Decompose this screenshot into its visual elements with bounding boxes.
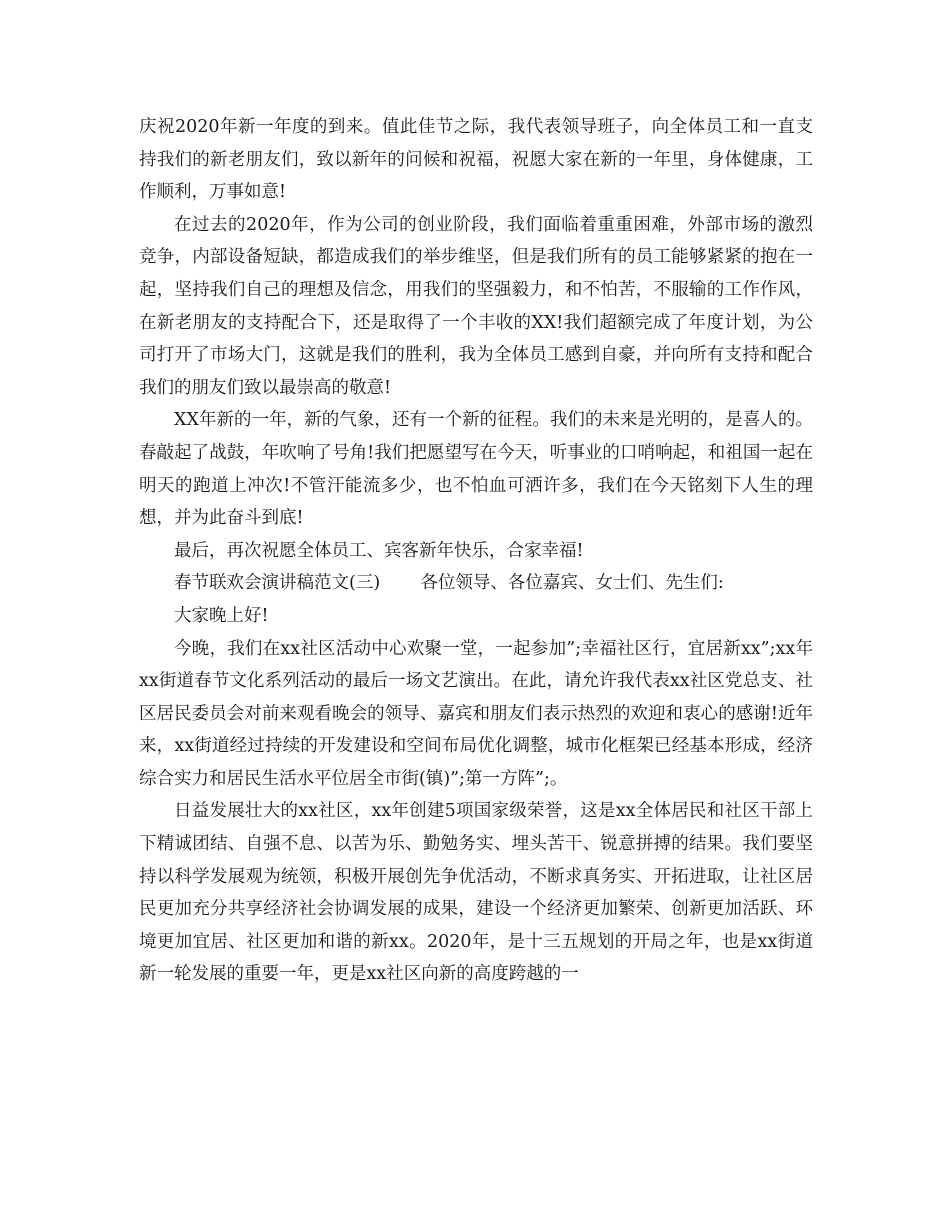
- paragraph-past-year: 在过去的2020年，作为公司的创业阶段，我们面临着重重困难，外部市场的激烈竞争，内部设备短缺，都造成我们的举步维坚，但是我们所有的员工能够紧紧的抱在一起，坚持我们自己的理想及信念，用我们的坚强毅力，和不怕苦，不服输的工作作风，在新老朋友的支持配合下，还是取得了一个丰收的XX!我们超额完成了年度计划，为公司打开了市场大门，这就是我们的胜利，我为全体员工感到自豪，并向所有支持和配合我们的朋友们致以最崇高的敬意!: [139, 214, 813, 398]
- paragraph-section-heading: [139, 567, 813, 600]
- paragraph-opening: 庆祝2020年新一年度的到来。值此佳节之际，我代表领导班子，向全体员工和一直支持我们的新老朋友们，致以新年的问候和祝福，祝愿大家在新的一年里，身体健康，工作顺利，万事如意!: [139, 117, 813, 203]
- paragraph-new-year: XX年新的一年，新的气象，还有一个新的征程。我们的未来是光明的，是喜人的。春敲起了战鼓，年吹响了号角!我们把愿望写在今天，听事业的口哨响起，和祖国一起在明天的跑道上冲次!不管汗能流多少，也不怕血可洒许多，我们在今天铭刻下人生的理想，并为此奋斗到底!: [139, 410, 813, 529]
- paragraph-greeting: 大家晚上好!: [174, 605, 269, 626]
- document-body: [139, 111, 813, 991]
- section-title: 春节联欢会演讲稿范文(三): [174, 573, 381, 594]
- paragraph-tonight: 今晚，我们在xx社区活动中心欢聚一堂，一起参加”;幸福社区行，宜居新xx”;xx年xx街道春节文化系列活动的最后一场文艺演出。在此，请允许我代表xx社区党总支、社区居民委员会对前来观看晚会的领导、嘉宾和朋友们表示热烈的欢迎和衷心的感谢!近年来，xx街道经过持续的开发建设和空间布局优化调整，城市化框架已经基本形成，经济综合实力和居民生活水平位居全市街(镇)”;第一方阵”;。: [139, 638, 813, 789]
- paragraph-community: 日益发展壮大的xx社区，xx年创建5项国家级荣誉，这是xx全体居民和社区干部上下精诚团结、自强不息、以苦为乐、勤勉务实、埋头苦干、锐意拼搏的结果。我们要坚持以科学发展观为统领，积极开展创先争优活动，不断求真务实、开拓进取，让社区居民更加充分共享经济社会协调发展的成果，建设一个经济更加繁荣、创新更加活跃、环境更加宜居、社区更加和谐的新xx。2020年，是十三五规划的开局之年，也是xx街道新一轮发展的重要一年，更是xx社区向新的高度跨越的一: [139, 801, 813, 985]
- salutation: 各位领导、各位嘉宾、女士们、先生们:: [420, 573, 724, 594]
- paragraph-closing-wishes: 最后，再次祝愿全体员工、宾客新年快乐，合家幸福!: [174, 540, 584, 561]
